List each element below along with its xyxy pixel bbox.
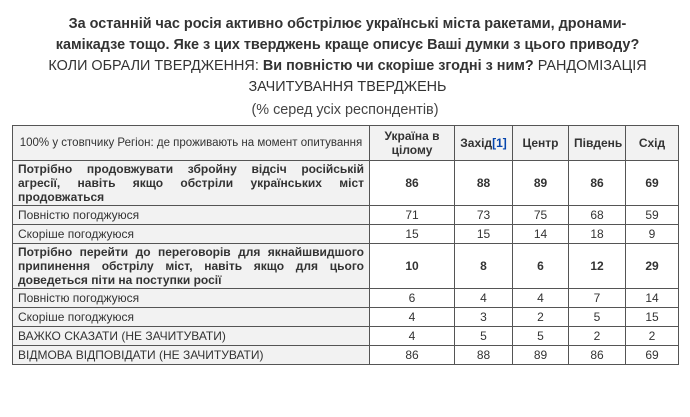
cell-west: 88 (455, 161, 513, 206)
table-row (13, 327, 679, 346)
cell-east: 69 (626, 161, 679, 206)
cell-center: 75 (513, 206, 569, 225)
header-col-center: Центр (513, 126, 569, 161)
cell-south: 68 (569, 206, 626, 225)
cell-east: 59 (626, 206, 679, 225)
cell-west: 4 (455, 289, 513, 308)
cell-ukraine: 4 (370, 308, 455, 327)
cell-east: 9 (626, 225, 679, 244)
header-col-ukraine: Україна в цілому (370, 126, 455, 161)
cell-center: 89 (513, 346, 569, 365)
row-label: Скоріше погоджуюся (13, 308, 370, 327)
header-region-label: 100% у стовпчику Регіон: де проживають на момент опитування (13, 126, 370, 161)
question-normal-part-2: РАНДОМІЗАЦІЯ ЗАЧИТУВАННЯ ТВЕРДЖЕНЬ (248, 58, 647, 95)
table-row (13, 206, 679, 225)
cell-east: 29 (626, 244, 679, 289)
cell-ukraine: 6 (370, 289, 455, 308)
table-header-row (13, 126, 679, 161)
header-col-south: Південь (569, 126, 626, 161)
table-subtitle: (% серед усіх респондентів) (251, 102, 439, 118)
cell-center: 89 (513, 161, 569, 206)
cell-east: 69 (626, 346, 679, 365)
cell-ukraine: 10 (370, 244, 455, 289)
cell-center: 5 (513, 327, 569, 346)
cell-south: 86 (569, 346, 626, 365)
cell-south: 12 (569, 244, 626, 289)
cell-ukraine: 86 (370, 161, 455, 206)
table-row (13, 244, 679, 289)
cell-east: 2 (626, 327, 679, 346)
question-text (40, 14, 655, 98)
row-label: ВІДМОВА ВІДПОВІДАТИ (НЕ ЗАЧИТУВАТИ) (13, 346, 370, 365)
header-col-east: Схід (626, 126, 679, 161)
cell-east: 14 (626, 289, 679, 308)
cell-west: 8 (455, 244, 513, 289)
table-row (13, 308, 679, 327)
question-bold-part-2: Ви повністю чи скоріше згодні з ним? (262, 58, 534, 74)
table-row (13, 161, 679, 206)
cell-ukraine: 71 (370, 206, 455, 225)
cell-south: 5 (569, 308, 626, 327)
results-table (12, 125, 679, 365)
cell-west: 88 (455, 346, 513, 365)
row-label: Скоріше погоджуюся (13, 225, 370, 244)
row-label: ВАЖКО СКАЗАТИ (НЕ ЗАЧИТУВАТИ) (13, 327, 370, 346)
table-row (13, 289, 679, 308)
cell-east: 15 (626, 308, 679, 327)
cell-south: 2 (569, 327, 626, 346)
cell-south: 86 (569, 161, 626, 206)
question-normal-part-1: КОЛИ ОБРАЛИ ТВЕРДЖЕННЯ: (48, 58, 259, 74)
cell-ukraine: 4 (370, 327, 455, 346)
cell-center: 4 (513, 289, 569, 308)
header-col-west-label: Захід (460, 136, 493, 150)
footnote-link[interactable]: [1] (492, 136, 507, 150)
cell-south: 18 (569, 225, 626, 244)
cell-south: 7 (569, 289, 626, 308)
cell-west: 15 (455, 225, 513, 244)
cell-west: 3 (455, 308, 513, 327)
cell-ukraine: 15 (370, 225, 455, 244)
header-col-west (455, 126, 513, 161)
question-bold-part-1: За останній час росія активно обстрілює українські міста ракетами, дронами-камікадзе тощо. Яке з цих тверджень краще описує Ваші думки з цього приводу? (55, 16, 640, 53)
row-label: Повністю погоджуюся (13, 289, 370, 308)
cell-center: 14 (513, 225, 569, 244)
cell-ukraine: 86 (370, 346, 455, 365)
row-label: Потрібно продовжувати збройну відсіч російській агресії, навіть якщо обстріли українських міст продовжаться (13, 161, 370, 206)
cell-west: 5 (455, 327, 513, 346)
cell-center: 2 (513, 308, 569, 327)
row-label: Повністю погоджуюся (13, 206, 370, 225)
table-row (13, 225, 679, 244)
table-row (13, 346, 679, 365)
cell-center: 6 (513, 244, 569, 289)
row-label: Потрібно перейти до переговорів для якнайшвидшого припинення обстрілу міст, навіть якщо для цього доведеться піти на поступки росії (13, 244, 370, 289)
cell-west: 73 (455, 206, 513, 225)
